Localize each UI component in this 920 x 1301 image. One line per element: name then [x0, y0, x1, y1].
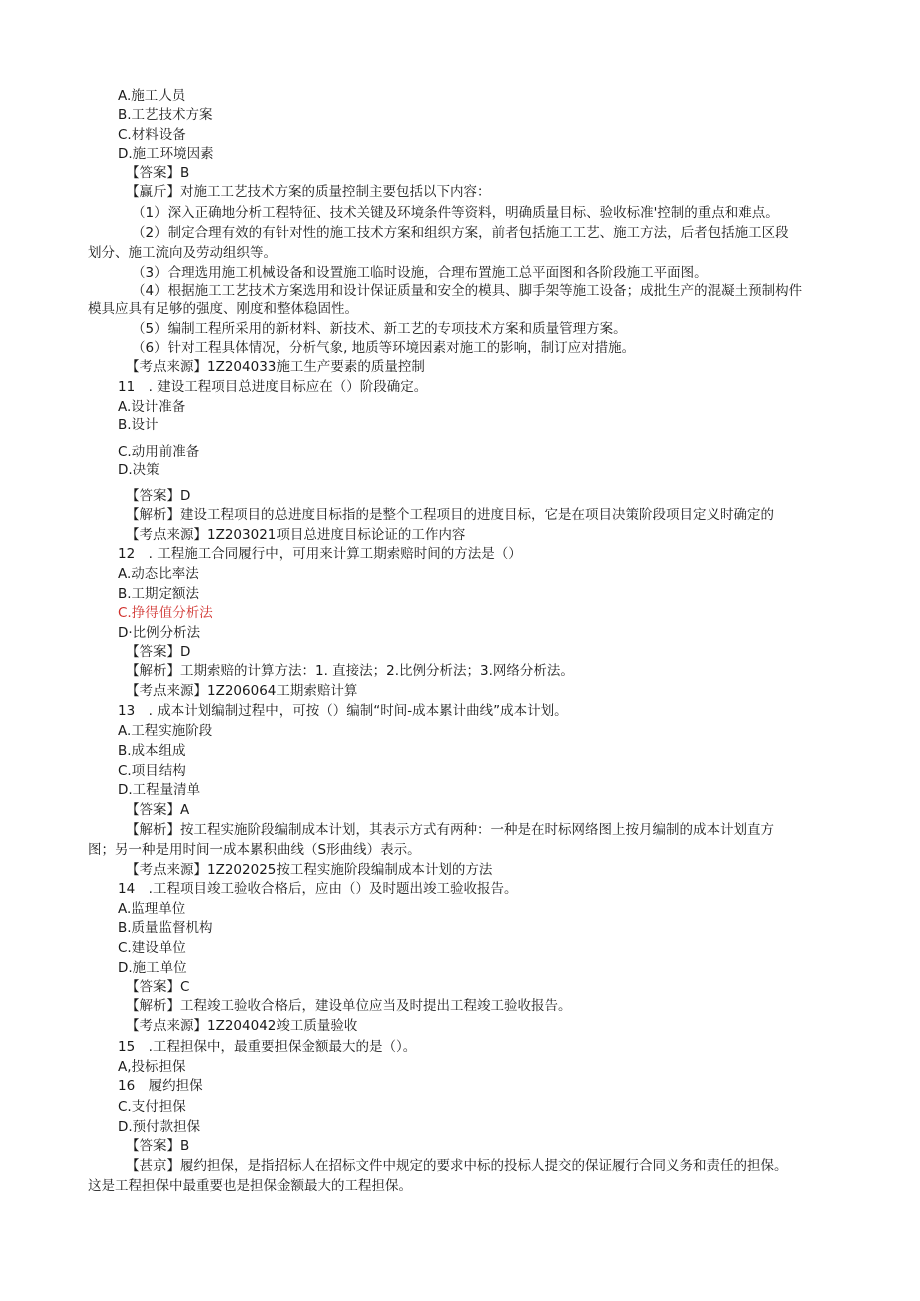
text-line: 【考点来源】1Z204042竣工质量验收: [126, 1018, 358, 1034]
text-line: 【解析】工期索赔的计算方法：1. 直接法；2.比例分析法；3.网络分析法。: [126, 663, 574, 679]
text-line: 【答案】B: [126, 1138, 190, 1154]
text-line: （1）深入正确地分析工程特征、技术关键及环境条件等资料，明确质量目标、验收标准'控制的重点和难点。: [132, 205, 779, 221]
text-line: D.施工单位: [118, 960, 187, 976]
text-line: 16 履约担保: [118, 1078, 203, 1094]
text-line: （6）针对工程具体情况，分析气象, 地质等环境因素对施工的影响，制订应对措施。: [132, 340, 636, 356]
text-line: （4）根据施工工艺技术方案选用和设计保证质量和安全的模具、脚手架等施工设备；成批生产的混凝土预制构件: [132, 283, 803, 299]
text-line: A.施工人员: [118, 88, 186, 104]
text-line: 【考点来源】1Z206064工期索赔计算: [126, 683, 358, 699]
text-line: B.工艺技术方案: [118, 107, 213, 123]
text-line: A.动态比率法: [118, 566, 199, 582]
text-line: 【考点来源】1Z204033施工生产要素的质量控制: [126, 359, 425, 375]
text-line: B.设计: [118, 417, 159, 433]
text-line: C.支付担保: [118, 1099, 186, 1115]
text-line: （5）编制工程所采用的新材料、新技术、新工艺的专项技术方案和质量管理方案。: [132, 321, 627, 337]
text-line: 13 . 成本计划编制过程中，可按（）编制“时间-成本累计曲线”成本计划。: [118, 703, 568, 719]
text-line: 模具应具有足够的强度、刚度和整体稳固性。: [88, 301, 358, 317]
text-line: 【考点来源】1Z202025按工程实施阶段编制成本计划的方法: [126, 862, 493, 878]
text-line: D.工程量清单: [118, 782, 201, 798]
text-line: 【考点来源】1Z203021项目总进度目标论证的工作内容: [126, 527, 466, 543]
text-line: D.决策: [118, 462, 160, 478]
text-line: C.挣得值分析法: [118, 605, 213, 621]
text-line: 12 . 工程施工合同履行中，可用来计算工期索赔时间的方法是（）: [118, 546, 522, 562]
text-line: 图；另一种是用时间一成本累积曲线（S形曲线）表示。: [88, 842, 421, 858]
text-line: 这是工程担保中最重要也是担保金额最大的工程担保。: [88, 1178, 412, 1194]
text-line: D.预付款担保: [118, 1119, 201, 1135]
text-line: （3）合理选用施工机械设备和设置施工临时设施，合理布置施工总平面图和各阶段施工平面图。: [132, 265, 708, 281]
text-line: 【答案】A: [126, 802, 190, 818]
text-line: 【答案】B: [126, 165, 190, 181]
text-line: A.监理单位: [118, 901, 186, 917]
text-line: A,投标担保: [118, 1059, 186, 1075]
text-line: 15 .工程担保中，最重要担保金额最大的是（）。: [118, 1039, 417, 1055]
text-line: A.设计准备: [118, 399, 186, 415]
text-line: 【甚京】履约担保，是指招标人在招标文件中规定的要求中标的投标人提交的保证履行合同义务和责任的担保。: [126, 1158, 788, 1174]
text-line: 【赢斤】对施工工艺技术方案的质量控制主要包括以下内容：: [126, 184, 491, 200]
text-line: 【解析】工程竣工验收合格后，建设单位应当及时提出工程竣工验收报告。: [126, 998, 572, 1014]
text-line: 划分、施工流向及劳动组织等。: [88, 245, 277, 261]
text-line: 【解析】按工程实施阶段编制成本计划，其表示方式有两种：一种是在时标网络图上按月编制的成本计划直方: [126, 822, 774, 838]
text-line: A.工程实施阶段: [118, 723, 213, 739]
text-line: B.质量监督机构: [118, 920, 213, 936]
text-line: 11 . 建设工程项目总进度目标应在（）阶段确定。: [118, 379, 428, 395]
text-line: 14 .工程项目竣工验收合格后，应由（）及时题出竣工验收报告。: [118, 881, 518, 897]
text-line: C.建设单位: [118, 940, 186, 956]
text-line: B.成本组成: [118, 743, 186, 759]
text-line: C.材料设备: [118, 127, 186, 143]
text-line: 【答案】D: [126, 644, 191, 660]
text-line: （2）制定合理有效的有针对性的施工技术方案和组织方案，前者包括施工工艺、施工方法，后者包括施工区段: [132, 225, 789, 241]
text-line: 【答案】C: [126, 979, 190, 995]
text-line: C.动用前准备: [118, 444, 200, 460]
text-line: 【答案】D: [126, 488, 191, 504]
text-line: 【解析】建设工程项目的总进度目标指的是整个工程项目的进度目标，它是在项目决策阶段项目定义时确定的: [126, 507, 774, 523]
text-line: C.项目结构: [118, 763, 186, 779]
text-line: B.工期定额法: [118, 586, 200, 602]
text-line: D.施工环境因素: [118, 146, 214, 162]
text-line: D·比例分析法: [118, 625, 201, 641]
